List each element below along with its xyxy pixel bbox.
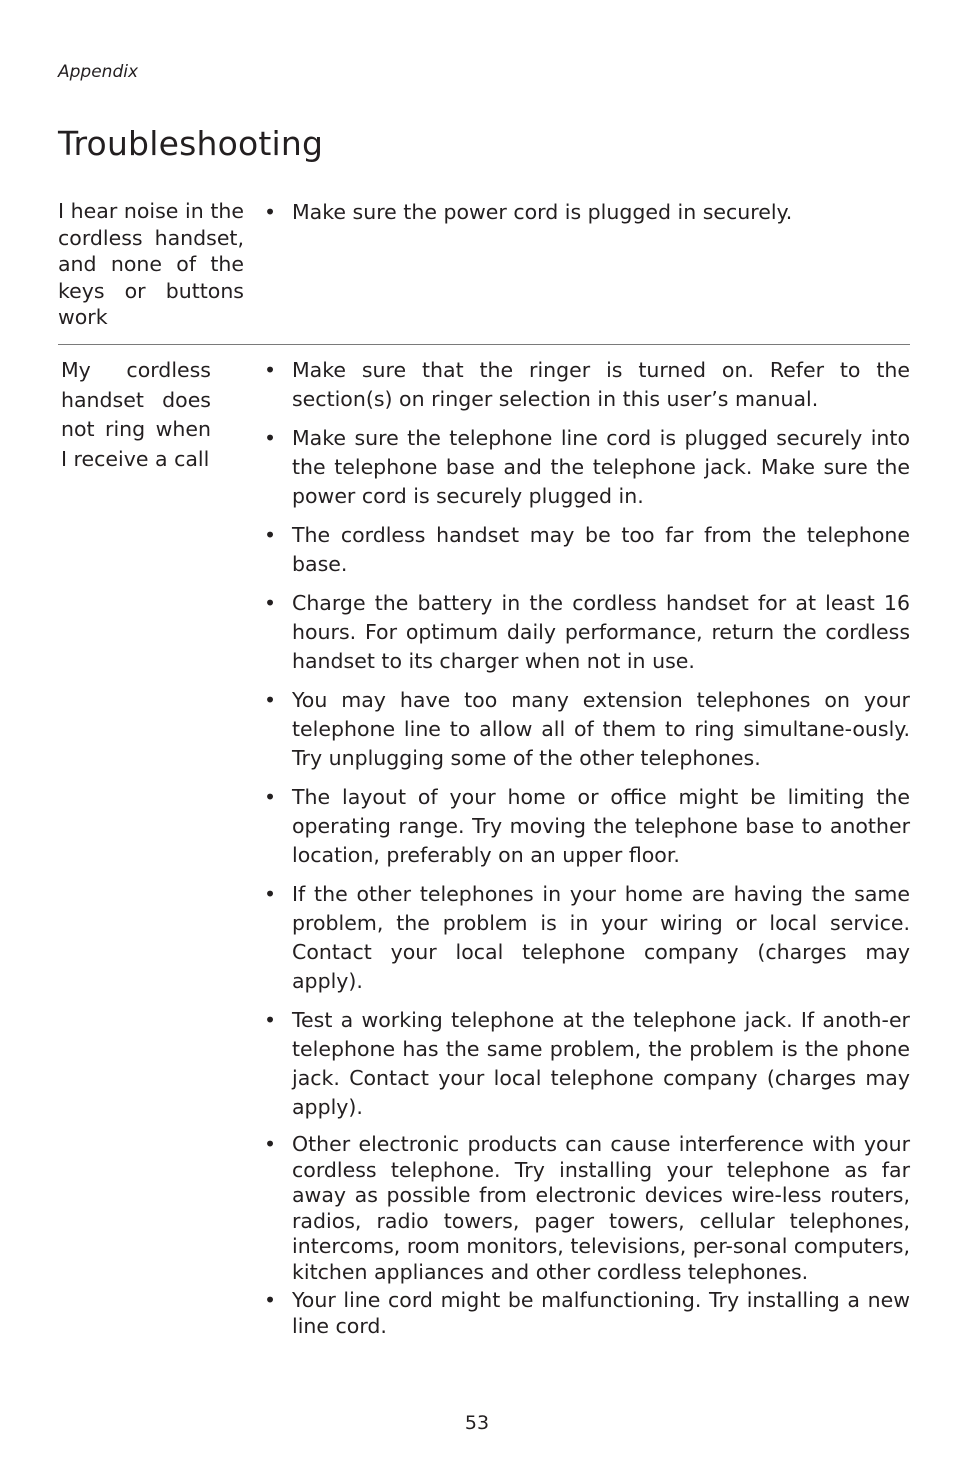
solution-item: • The cordless handset may be too far from the telephone base. [262, 521, 910, 579]
solution-item: • If the other telephones in your home are having the same problem, the problem is in your wiring or local service. Contact your local telephone company (charges may apply). [262, 880, 910, 996]
solution-item: • Make sure the power cord is plugged in securely. [262, 198, 910, 227]
solution-item: • Make sure that the ringer is turned on. Refer to the section(s) on ringer selection in this user’s manual. [262, 356, 910, 414]
solution-item: • Other electronic products can cause interference with your cordless telephone. Try installing your telephone as far away as possible from electronic devices wire-less routers, radios, radio towers, pager towers, cellular telephones, intercoms, room monitors, televisions, per-sonal computers, kitchen appliances and other cordless telephones. [262, 1132, 910, 1285]
problem-text: My cordless handset does not ring when I receive a call [61, 358, 211, 471]
issue-row-noise [58, 198, 910, 345]
solution-list [262, 198, 910, 237]
solution-item: • Your line cord might be malfunctioning. Try installing a new line cord. [262, 1288, 910, 1339]
solution-item: • Test a working telephone at the telephone jack. If anoth-er telephone has the same problem, the problem is the phone jack. Contact your local telephone company (charges may apply). [262, 1006, 910, 1122]
solution-item: • Make sure the telephone line cord is plugged securely into the telephone base and the telephone jack. Make sure the power cord is securely plugged in. [262, 424, 910, 511]
page-title: Troubleshooting [58, 124, 324, 163]
page-number: 53 [464, 1412, 490, 1434]
troubleshooting-table [58, 198, 910, 1342]
solution-item: • You may have too many extension telephones on your telephone line to allow all of them to ring simultane-ously. Try unplugging some of the other telephones. [262, 686, 910, 773]
solution-item: • Charge the battery in the cordless handset for at least 16 hours. For optimum daily performance, return the cordless handset to its charger when not in use. [262, 589, 910, 676]
solution-item: • The layout of your home or office might be limiting the operating range. Try moving the telephone base to another location, preferably on an upper floor. [262, 783, 910, 870]
section-label: Appendix [58, 62, 139, 82]
issue-row-no-ring [58, 345, 910, 1342]
problem-text: I hear noise in the cordless handset, and none of the keys or buttons work [58, 199, 244, 329]
solution-list [262, 356, 910, 1342]
